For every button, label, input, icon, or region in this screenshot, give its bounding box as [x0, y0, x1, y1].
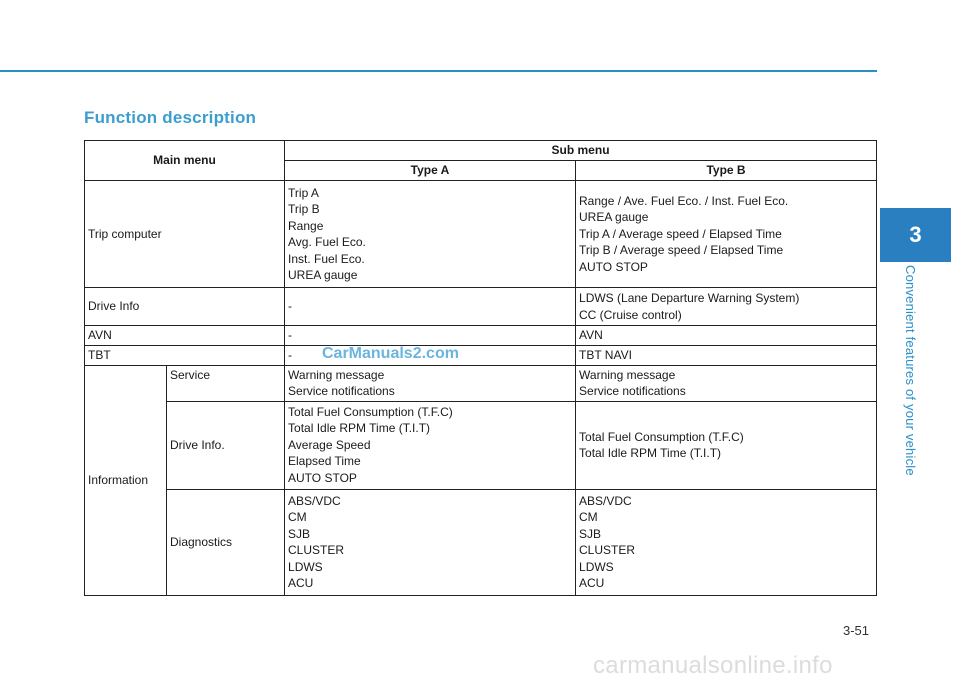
- row-type-b: ABS/VDC CM SJB CLUSTER LDWS ACU: [576, 489, 877, 595]
- row-type-b: Total Fuel Consumption (T.F.C) Total Idle RPM Time (T.I.T): [576, 401, 877, 489]
- row-type-a: -: [285, 288, 576, 326]
- table-row: [85, 181, 877, 288]
- table-row: [85, 489, 877, 595]
- row-main-menu: Information: [85, 365, 167, 595]
- header-sub-menu: Sub menu: [285, 141, 877, 161]
- row-main-menu: Drive Info: [85, 288, 285, 326]
- header-main-menu: Main menu: [85, 141, 285, 181]
- row-sub-menu: Service: [167, 365, 285, 401]
- row-type-b: Warning message Service notifications: [576, 365, 877, 401]
- row-type-b: Range / Ave. Fuel Eco. / Inst. Fuel Eco. UREA gauge Trip A / Average speed / Elapsed Time Trip B / Average speed / Elapsed Time AUTO STOP: [576, 181, 877, 288]
- table-row: [85, 326, 877, 346]
- row-type-b: LDWS (Lane Departure Warning System) CC (Cruise control): [576, 288, 877, 326]
- table-row: [85, 345, 877, 365]
- watermark-text: CarManuals2.com: [322, 345, 459, 362]
- row-main-menu: TBT: [85, 345, 285, 365]
- row-main-menu: Trip computer: [85, 181, 285, 288]
- section-title: Function description: [84, 108, 257, 127]
- chapter-number: 3: [909, 222, 922, 247]
- page-number: 3-51: [843, 623, 870, 638]
- header-type-b: Type B: [576, 161, 877, 181]
- row-type-a: -: [285, 345, 576, 365]
- chapter-label: Convenient features of your vehicle: [903, 265, 918, 476]
- row-sub-menu: Drive Info.: [167, 401, 285, 489]
- row-type-a: Total Fuel Consumption (T.F.C) Total Idle RPM Time (T.I.T) Average Speed Elapsed Time AUTO STOP: [285, 401, 576, 489]
- row-type-a: Warning message Service notifications: [285, 365, 576, 401]
- row-type-b: TBT NAVI: [576, 345, 877, 365]
- footer-watermark: carmanualsonline.info: [593, 652, 833, 679]
- row-sub-menu: Diagnostics: [167, 489, 285, 595]
- row-type-a: ABS/VDC CM SJB CLUSTER LDWS ACU: [285, 489, 576, 595]
- table-row: [85, 401, 877, 489]
- table-row: [85, 288, 877, 326]
- row-type-b: AVN: [576, 326, 877, 346]
- chapter-tab: [880, 208, 951, 262]
- table-row: [85, 365, 877, 401]
- function-table: [84, 140, 877, 596]
- row-type-a: Trip A Trip B Range Avg. Fuel Eco. Inst. Fuel Eco. UREA gauge: [285, 181, 576, 288]
- top-rule: [0, 70, 877, 72]
- row-main-menu: AVN: [85, 326, 285, 346]
- row-type-a: -: [285, 326, 576, 346]
- header-type-a: Type A: [285, 161, 576, 181]
